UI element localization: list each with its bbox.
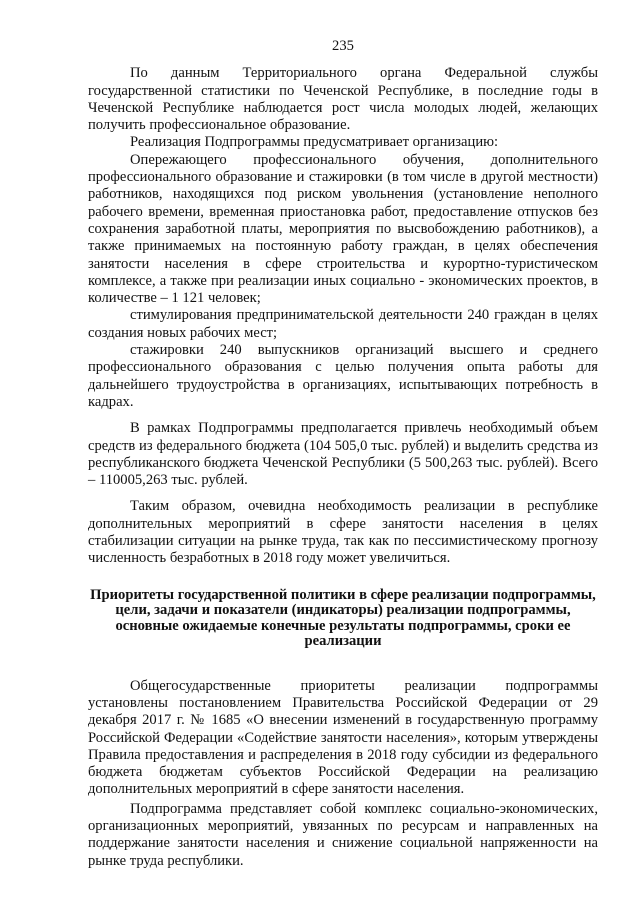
spacer <box>88 411 598 420</box>
spacer <box>88 489 598 498</box>
paragraph-internships: стажировки 240 выпускников организаций высшего и среднего профессионального образования с целью получения опыта работы для дальнейшего трудоустройства в организациях, испытывающих потребность в кадрах. <box>88 342 598 410</box>
paragraph-priorities: Общегосударственные приоритеты реализации подпрограммы установлены постановлением Правительства Российской Федерации от 29 декабря 2017 г. № 1685 «О внесении изменений в государственную программу Российской Федерации «Содействие занятости населения», которым утверждены Правила предоставления и распределения в 2018 году субсидии из федерального бюджета бюджетам субъектов Российской Федерации на реализацию дополнительных мероприятий в сфере занятости населения. <box>88 677 598 798</box>
page-number: 235 <box>332 38 354 54</box>
paragraph-entrepreneurship: стимулирования предпринимательской деятельности 240 граждан в целях создания новых рабочих мест; <box>88 307 598 341</box>
paragraph-organization-intro: Реализация Подпрограммы предусматривает организацию: <box>130 134 499 151</box>
paragraph-budget: В рамках Подпрограммы предполагается привлечь необходимый объем средств из федерального бюджета (104 505,0 тыс. рублей) и выделить средства из республиканского бюджета Чеченской Республики (5 500,263 тыс. рублей). Всего – 110005,263 тыс. рублей. <box>88 420 598 489</box>
paragraph-subprogram-summary: Подпрограмма представляет собой комплекс социально-экономических, организационных мероприятий, увязанных по ресурсам и направленных на поддержание занятости населения и снижение социальной напряженности на рынке труда республики. <box>88 800 598 869</box>
section-heading: Приоритеты государственной политики в сфере реализации подпрограммы, цели, задачи и показатели (индикаторы) реализации подпрограммы, основные ожидаемые конечные результаты подпрограммы, сроки ее реализации <box>90 586 596 650</box>
paragraph-statistics: По данным Территориального органа Федеральной службы государственной статистики по Чеченской Республике, в последние годы в Чеченской Республике наблюдается рост числа молодых людей, желающих получить профессиональное образование. <box>88 65 598 134</box>
paragraph-conclusion: Таким образом, очевидна необходимость реализации в республике дополнительных мероприятий в сфере занятости населения в целях стабилизации ситуации на рынке труда, так как по пессимистическому прогнозу численность безработных в 2018 году может увеличиться. <box>88 498 598 567</box>
paragraph-advanced-training: Опережающего профессионального обучения, дополнительного профессионального образование и стажировки (в том числе в другой местности) работников, находящихся под риском увольнения (установление неполного рабочего времени, временная приостановка работ, предоставление отпусков без сохранения заработной платы, мероприятия по высвобождению работников), а также принимаемых на постоянную работу граждан, в целях обеспечения занятости населения в сфере строительства и курортно-туристическом комплексе, а также при реализации иных социально - экономических проектов, в количестве – 1 121 человек; <box>88 151 598 307</box>
